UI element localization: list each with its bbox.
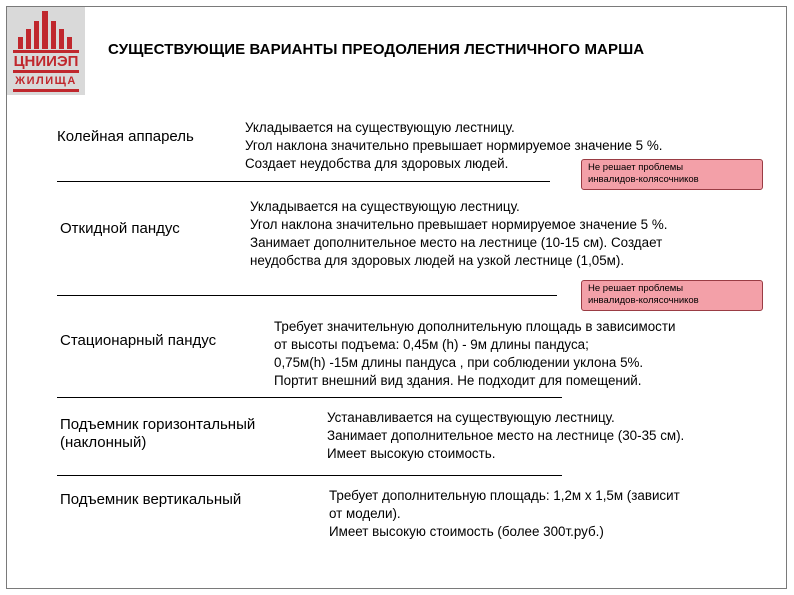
row-divider	[57, 397, 562, 398]
variant-description	[274, 318, 676, 390]
description-line: Имеет высокую стоимость (более 300т.руб.)	[329, 524, 604, 539]
description-line: Требует значительную дополнительную площадь в зависимости	[274, 319, 676, 334]
description-line: от высоты подъема: 0,45м (h) - 9м длины пандуса;	[274, 337, 589, 352]
logo-top-text: ЦНИИЭП	[13, 53, 79, 70]
note-line: инвалидов-колясочников	[588, 295, 699, 306]
description-line: от модели).	[329, 506, 401, 521]
label-line: Подъемник горизонтальный	[60, 416, 256, 433]
variant-label: Колейная аппарель	[57, 128, 194, 145]
organization-logo	[7, 7, 85, 95]
variant-label: Подъемник вертикальный	[60, 491, 242, 508]
label-line: (наклонный)	[60, 434, 147, 451]
note-line: Не решает проблемы	[588, 162, 684, 173]
description-line: 0,75м(h) -15м длины пандуса , при соблюдении уклона 5%.	[274, 355, 644, 370]
description-line: Укладывается на существующую лестницу.	[250, 199, 520, 214]
variant-label	[60, 416, 255, 452]
description-line: Требует дополнительную площадь: 1,2м х 1,5м (зависит	[329, 488, 680, 503]
variant-description	[327, 409, 684, 463]
description-line: Укладывается на существующую лестницу.	[245, 120, 515, 135]
description-line: Угол наклона значительно превышает нормируемое значение 5 %.	[245, 138, 663, 153]
variant-description	[329, 487, 680, 541]
row-divider	[57, 295, 557, 296]
description-line: Устанавливается на существующую лестницу.	[327, 410, 615, 425]
variant-description	[250, 198, 667, 270]
note-line: инвалидов-колясочников	[588, 174, 699, 185]
row-divider	[57, 181, 550, 182]
description-line: неудобства для здоровых людей на узкой лестнице (1,05м).	[250, 253, 625, 268]
description-line: Имеет высокую стоимость.	[327, 446, 496, 461]
description-line: Занимает дополнительное место на лестнице (10-15 см). Создает	[250, 235, 663, 250]
description-line: Занимает дополнительное место на лестнице (30-35 см).	[327, 428, 685, 443]
problem-note	[581, 159, 763, 190]
note-line: Не решает проблемы	[588, 283, 684, 294]
problem-note	[581, 280, 763, 311]
description-line: Создает неудобства для здоровых людей.	[245, 156, 509, 171]
description-line: Угол наклона значительно превышает нормируемое значение 5 %.	[250, 217, 668, 232]
variant-label: Стационарный пандус	[60, 332, 217, 349]
description-line: Портит внешний вид здания. Не подходит для помещений.	[274, 373, 642, 388]
page-title: СУЩЕСТВУЮЩИЕ ВАРИАНТЫ ПРЕОДОЛЕНИЯ ЛЕСТНИЧНОГО МАРША	[108, 41, 645, 58]
row-divider	[57, 475, 562, 476]
logo-bottom-text: ЖИЛИЩА	[15, 75, 77, 87]
variant-label: Откидной пандус	[60, 220, 180, 237]
